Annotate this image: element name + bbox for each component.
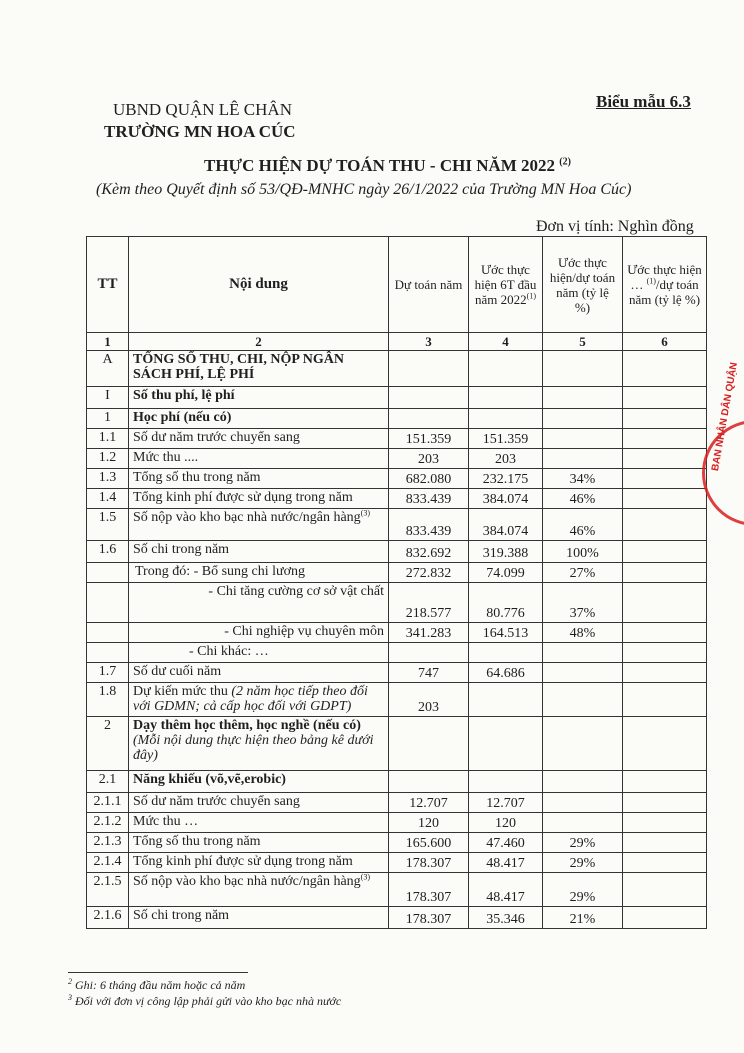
- row-ratio-text: 48%: [569, 626, 596, 641]
- header-tt: TT: [87, 237, 129, 333]
- row-estimate-text: 164.513: [482, 626, 529, 641]
- row-content: [129, 429, 389, 449]
- row-estimate: [469, 387, 543, 409]
- row-tt-text: 2: [104, 718, 111, 733]
- table-row: [87, 583, 707, 623]
- row-estimate-text: 48.417: [486, 890, 525, 905]
- row-ratio: [543, 429, 623, 449]
- table-row: [87, 663, 707, 683]
- row-content: [129, 663, 389, 683]
- row-content-text: Số nộp vào kho bạc nhà nước/ngân hàng: [133, 510, 361, 525]
- row-budget: [389, 643, 469, 663]
- row-ratio: [543, 853, 623, 873]
- row-tt-text: 1.8: [98, 684, 117, 699]
- row-content-text: Số dư năm trước chuyển sang: [133, 794, 300, 809]
- row-ratio: [543, 489, 623, 509]
- row-estimate-text: 74.099: [486, 566, 525, 581]
- row-ratio-other: [623, 907, 707, 929]
- row-tt-text: A: [102, 352, 113, 367]
- row-estimate: [469, 663, 543, 683]
- row-tt: [87, 771, 129, 793]
- row-ratio-other: [623, 563, 707, 583]
- row-tt: [87, 907, 129, 929]
- row-tt-text: 2.1.6: [93, 908, 122, 923]
- row-estimate: [469, 853, 543, 873]
- table-row: [87, 509, 707, 541]
- table-row: [87, 563, 707, 583]
- header-ratio: Ước thực hiện/dự toán năm (tỷ lệ %): [543, 237, 623, 333]
- row-ratio: [543, 541, 623, 563]
- header-estimate-6m: Ước thực hiện 6T đầu năm 2022$^{(1)}$: [469, 237, 543, 333]
- row-budget-text: 203: [418, 700, 439, 715]
- row-ratio-other: [623, 623, 707, 643]
- row-content: [129, 643, 389, 663]
- row-tt: [87, 351, 129, 387]
- row-budget: [389, 907, 469, 929]
- row-content: [129, 853, 389, 873]
- row-content: [129, 449, 389, 469]
- row-budget: [389, 409, 469, 429]
- row-budget: [389, 663, 469, 683]
- row-note: (2 năm học tiếp theo đối với GDMN; cả cấp học đối với GDPT): [133, 684, 368, 714]
- row-tt: [87, 541, 129, 563]
- row-content: [129, 489, 389, 509]
- row-estimate-text: 48.417: [486, 856, 525, 871]
- row-budget-text: 203: [418, 452, 439, 467]
- row-budget: [389, 351, 469, 387]
- row-budget-text: 682.080: [405, 472, 452, 487]
- row-tt-text: 1: [104, 410, 111, 425]
- row-tt: [87, 853, 129, 873]
- row-budget: [389, 813, 469, 833]
- row-content: [129, 683, 389, 717]
- row-estimate: [469, 683, 543, 717]
- school-name: TRƯỜNG MN HOA CÚC: [104, 122, 296, 141]
- row-content-text: Tổng số thu trong năm: [133, 470, 261, 485]
- row-estimate: [469, 541, 543, 563]
- table-row: [87, 449, 707, 469]
- row-budget: [389, 873, 469, 907]
- row-ratio: [543, 813, 623, 833]
- header-content: Nội dung: [129, 237, 389, 333]
- document-title: THỰC HIỆN DỰ TOÁN THU - CHI NĂM 2022 $^{(2)}$: [204, 156, 571, 175]
- row-content-text: TỔNG SỐ THU, CHI, NỘP NGÂN SÁCH PHÍ, LỆ PHÍ: [133, 352, 344, 382]
- row-tt: [87, 833, 129, 853]
- row-estimate: [469, 563, 543, 583]
- row-ratio-other: [623, 429, 707, 449]
- row-content-text: Mức thu ....: [133, 450, 199, 465]
- row-tt: [87, 387, 129, 409]
- row-estimate: [469, 907, 543, 929]
- table-row: [87, 643, 707, 663]
- row-budget-text: 151.359: [405, 432, 452, 447]
- row-content: [129, 793, 389, 813]
- table-row: [87, 489, 707, 509]
- column-number-row: [87, 333, 707, 351]
- row-estimate-text: 232.175: [482, 472, 529, 487]
- row-estimate: [469, 489, 543, 509]
- row-tt: [87, 409, 129, 429]
- row-ratio: [543, 793, 623, 813]
- row-estimate-text: 64.686: [486, 666, 525, 681]
- row-tt-text: 1.2: [98, 450, 117, 465]
- row-estimate-text: 384.074: [482, 524, 529, 539]
- row-ratio-text: 46%: [569, 524, 596, 539]
- row-content-text: - Chi khác: …: [189, 644, 269, 659]
- row-ratio-text: 37%: [569, 606, 596, 621]
- row-budget-text: 833.439: [405, 492, 452, 507]
- row-estimate-text: 12.707: [486, 796, 525, 811]
- row-budget: [389, 429, 469, 449]
- row-ratio: [543, 563, 623, 583]
- row-budget: [389, 793, 469, 813]
- row-tt-text: 2.1.3: [93, 834, 122, 849]
- row-budget: [389, 717, 469, 771]
- row-estimate: [469, 873, 543, 907]
- row-budget: [389, 771, 469, 793]
- row-ratio-other: [623, 509, 707, 541]
- row-content: [129, 907, 389, 929]
- row-tt: [87, 469, 129, 489]
- row-tt-text: I: [105, 388, 110, 403]
- row-content-text: Học phí (nếu có): [133, 410, 232, 425]
- table-row: [87, 469, 707, 489]
- row-content: [129, 409, 389, 429]
- seal-text: BAN NHÂN DÂN QUẬN: [710, 361, 740, 472]
- row-content-text: Tổng kinh phí được sử dụng trong năm: [133, 490, 353, 505]
- row-tt-text: 2.1.2: [93, 814, 122, 829]
- row-ratio: [543, 583, 623, 623]
- row-ratio-other: [623, 449, 707, 469]
- row-tt: [87, 563, 129, 583]
- row-ratio: [543, 509, 623, 541]
- row-tt-text: 2.1.4: [93, 854, 122, 869]
- row-content: [129, 717, 389, 771]
- footnote-ref: (3): [360, 872, 370, 882]
- row-budget-text: 272.832: [405, 566, 452, 581]
- row-budget: [389, 387, 469, 409]
- row-tt: [87, 793, 129, 813]
- row-tt: [87, 429, 129, 449]
- row-tt: [87, 643, 129, 663]
- row-content: [129, 387, 389, 409]
- row-budget-text: 178.307: [405, 856, 452, 871]
- row-tt-text: 2.1.5: [93, 874, 122, 889]
- row-content-text: Số chi trong năm: [133, 542, 230, 557]
- row-estimate-text: 120: [495, 816, 516, 831]
- budget-table: [86, 236, 707, 929]
- row-tt: [87, 623, 129, 643]
- row-estimate: [469, 469, 543, 489]
- row-content: [129, 563, 389, 583]
- row-ratio-text: 100%: [566, 546, 599, 561]
- row-ratio-text: 29%: [569, 836, 596, 851]
- table-row: [87, 351, 707, 387]
- row-estimate-text: 384.074: [482, 492, 529, 507]
- table-row: [87, 833, 707, 853]
- row-budget: [389, 583, 469, 623]
- header-ratio-other: Ước thực hiện … $^{(1)}$/dự toán năm (tỷ lệ %): [623, 237, 707, 333]
- row-content-text: Số nộp vào kho bạc nhà nước/ngân hàng: [133, 874, 361, 889]
- row-content: [129, 813, 389, 833]
- row-ratio-other: [623, 387, 707, 409]
- row-content: [129, 541, 389, 563]
- row-budget-text: 833.439: [405, 524, 452, 539]
- row-estimate: [469, 351, 543, 387]
- row-content-text: - Chi tăng cường cơ sở vật chất: [208, 584, 384, 599]
- row-budget: [389, 853, 469, 873]
- row-ratio-text: 46%: [569, 492, 596, 507]
- row-estimate-text: 47.460: [486, 836, 525, 851]
- row-budget-text: 747: [418, 666, 439, 681]
- row-ratio: [543, 351, 623, 387]
- row-budget-text: 341.283: [405, 626, 452, 641]
- row-ratio-other: [623, 833, 707, 853]
- table-row: [87, 907, 707, 929]
- row-ratio-other: [623, 853, 707, 873]
- row-tt: [87, 813, 129, 833]
- row-budget-text: 218.577: [405, 606, 452, 621]
- row-budget-text: 832.692: [405, 546, 452, 561]
- row-tt: [87, 583, 129, 623]
- colnum: 6: [623, 333, 707, 351]
- row-ratio-text: 34%: [569, 472, 596, 487]
- row-tt-text: 1.4: [98, 490, 117, 505]
- row-ratio: [543, 907, 623, 929]
- footnote-rule: [68, 972, 248, 973]
- row-ratio: [543, 623, 623, 643]
- table-row: [87, 853, 707, 873]
- row-estimate: [469, 583, 543, 623]
- row-ratio: [543, 717, 623, 771]
- table-row: [87, 813, 707, 833]
- table-row: [87, 683, 707, 717]
- row-ratio-text: 21%: [569, 912, 596, 927]
- row-content-text: Số chi trong năm: [133, 908, 230, 923]
- footnote-ref: (3): [360, 508, 370, 518]
- row-budget: [389, 833, 469, 853]
- row-ratio-other: [623, 469, 707, 489]
- colnum: 3: [389, 333, 469, 351]
- row-tt-text: 2.1: [98, 772, 117, 787]
- agency-name: UBND QUẬN LÊ CHÂN: [113, 100, 292, 119]
- row-budget: [389, 489, 469, 509]
- row-ratio: [543, 663, 623, 683]
- row-ratio-other: [623, 351, 707, 387]
- row-estimate: [469, 449, 543, 469]
- row-tt: [87, 717, 129, 771]
- row-ratio: [543, 833, 623, 853]
- row-content-text: Số dư năm trước chuyển sang: [133, 430, 300, 445]
- row-estimate-text: 203: [495, 452, 516, 467]
- row-content: [129, 509, 389, 541]
- row-estimate-text: 35.346: [486, 912, 525, 927]
- row-content: [129, 771, 389, 793]
- row-estimate: [469, 793, 543, 813]
- row-ratio-other: [623, 717, 707, 771]
- header-budget: Dự toán năm: [389, 237, 469, 333]
- row-content: [129, 351, 389, 387]
- row-ratio: [543, 409, 623, 429]
- row-ratio: [543, 469, 623, 489]
- row-ratio-other: [623, 873, 707, 907]
- row-estimate: [469, 643, 543, 663]
- row-content: [129, 623, 389, 643]
- row-content-text: Mức thu …: [133, 814, 199, 829]
- row-ratio: [543, 387, 623, 409]
- row-note: (Mỗi nội dung thực hiện theo bảng kê dưới đây): [133, 733, 374, 763]
- colnum: 4: [469, 333, 543, 351]
- row-ratio-other: [623, 813, 707, 833]
- footnote-1: $^2$ Ghi: 6 tháng đầu năm hoặc cả năm: [68, 977, 246, 992]
- row-estimate-text: 80.776: [486, 606, 525, 621]
- row-estimate-text: 319.388: [482, 546, 529, 561]
- form-code: Biểu mẫu 6.3: [596, 92, 691, 111]
- row-budget: [389, 683, 469, 717]
- row-content: [129, 873, 389, 907]
- table-row: [87, 387, 707, 409]
- row-tt-text: 2.1.1: [93, 794, 122, 809]
- table-row: [87, 793, 707, 813]
- row-estimate: [469, 813, 543, 833]
- row-budget: [389, 469, 469, 489]
- row-ratio-other: [623, 583, 707, 623]
- row-estimate-text: 151.359: [482, 432, 529, 447]
- row-content: [129, 469, 389, 489]
- row-tt-text: 1.6: [98, 542, 117, 557]
- row-budget: [389, 509, 469, 541]
- row-ratio: [543, 771, 623, 793]
- row-content-text: Tổng số thu trong năm: [133, 834, 261, 849]
- row-tt: [87, 489, 129, 509]
- row-ratio-other: [623, 663, 707, 683]
- row-ratio-text: 29%: [569, 856, 596, 871]
- row-content-text: Năng khiếu (võ,vẽ,erobic): [133, 772, 286, 787]
- row-budget: [389, 449, 469, 469]
- table-header-row: [87, 237, 707, 333]
- row-content-text: Số thu phí, lệ phí: [133, 388, 235, 403]
- row-estimate: [469, 771, 543, 793]
- row-content-text: Dự kiến mức thu: [133, 684, 228, 699]
- table-row: [87, 771, 707, 793]
- row-content-text: Tổng kinh phí được sử dụng trong năm: [133, 854, 353, 869]
- row-ratio: [543, 449, 623, 469]
- row-ratio-other: [623, 793, 707, 813]
- row-tt-text: 1.5: [98, 510, 117, 525]
- row-tt: [87, 449, 129, 469]
- unit-label: Đơn vị tính: Nghìn đồng: [536, 218, 694, 235]
- row-content-text: - Chi nghiệp vụ chuyên môn: [224, 624, 384, 639]
- row-tt: [87, 683, 129, 717]
- row-ratio: [543, 643, 623, 663]
- row-budget-text: 12.707: [409, 796, 448, 811]
- colnum: 1: [87, 333, 129, 351]
- table-row: [87, 409, 707, 429]
- row-ratio-text: 27%: [569, 566, 596, 581]
- row-budget-text: 178.307: [405, 912, 452, 927]
- row-estimate: [469, 717, 543, 771]
- row-estimate: [469, 623, 543, 643]
- row-budget: [389, 541, 469, 563]
- row-tt-text: 1.1: [98, 430, 117, 445]
- row-estimate: [469, 409, 543, 429]
- row-ratio: [543, 873, 623, 907]
- row-ratio-other: [623, 409, 707, 429]
- row-estimate: [469, 509, 543, 541]
- row-ratio-text: 29%: [569, 890, 596, 905]
- footnote-2: $^3$ Đối với đơn vị công lập phải gửi vào kho bạc nhà nước: [68, 993, 342, 1008]
- row-ratio-other: [623, 683, 707, 717]
- row-ratio-other: [623, 489, 707, 509]
- row-ratio-other: [623, 771, 707, 793]
- table-row: [87, 429, 707, 449]
- row-content: [129, 833, 389, 853]
- row-budget-text: 178.307: [405, 890, 452, 905]
- row-ratio-other: [623, 643, 707, 663]
- row-budget-text: 165.600: [405, 836, 452, 851]
- row-content-text: Trong đó: - Bổ sung chi lương: [135, 564, 306, 579]
- colnum: 5: [543, 333, 623, 351]
- row-tt-text: 1.7: [98, 664, 117, 679]
- row-budget: [389, 623, 469, 643]
- row-budget: [389, 563, 469, 583]
- row-content-text: Dạy thêm học thêm, học nghề (nếu có): [133, 718, 361, 733]
- document-subtitle: (Kèm theo Quyết định số 53/QĐ-MNHC ngày 26/1/2022 của Trường MN Hoa Cúc): [96, 181, 632, 198]
- row-ratio-other: [623, 541, 707, 563]
- row-content: [129, 583, 389, 623]
- colnum: 2: [129, 333, 389, 351]
- table-row: [87, 873, 707, 907]
- table-row: [87, 717, 707, 771]
- row-content-text: Số dư cuối năm: [133, 664, 222, 679]
- row-budget-text: 120: [418, 816, 439, 831]
- row-tt: [87, 873, 129, 907]
- row-tt-text: 1.3: [98, 470, 117, 485]
- table-row: [87, 623, 707, 643]
- table-row: [87, 541, 707, 563]
- row-tt: [87, 509, 129, 541]
- row-ratio: [543, 683, 623, 717]
- row-tt: [87, 663, 129, 683]
- row-estimate: [469, 429, 543, 449]
- row-estimate: [469, 833, 543, 853]
